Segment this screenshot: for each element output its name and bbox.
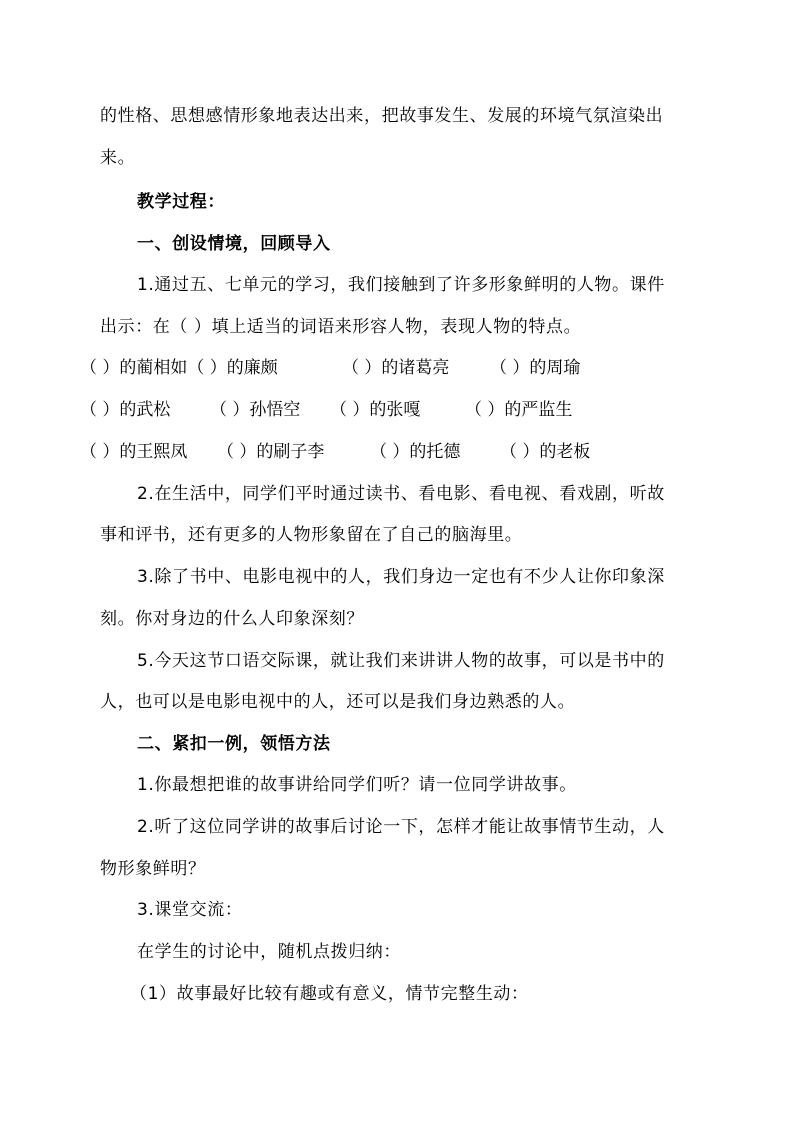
part2-item2-line2: 物形象鲜明？ [100,859,206,879]
fill-blank: （ ）孙悟空 [210,400,301,420]
part2-heading: 二、紧扣一例，领悟方法 [137,734,331,754]
fill-blank: （ ）的张嘎 [330,400,421,420]
fill-blank: （ ）的刷子李 [217,442,325,462]
fill-blank: （ ）的老板 [500,442,591,462]
part1-item5-line1: 5.今天这节口语交际课，就让我们来讲讲人物的故事，可以是书中的 [137,651,665,671]
part2-item3: 3.课堂交流： [137,900,243,920]
part2-item1: 1.你最想把谁的故事讲给同学们听？请一位同学讲故事。 [137,775,577,795]
part1-item1-line2: 出示：在（ ）填上适当的词语来形容人物，表现人物的特点。 [100,317,582,337]
part1-heading: 一、创设情境，回顾导入 [137,234,331,254]
fill-blank: （ ）的诸葛亮 [342,358,450,378]
intro-line-2: 来。 [100,148,136,168]
part2-item2-line1: 2.听了这位同学讲的故事后讨论一下，怎样才能让故事情节生动，人 [137,817,665,837]
section-heading: 教学过程： [137,192,225,212]
fill-blank: （ ）的托德 [370,442,461,462]
part1-item5-line2: 人，也可以是电影电视中的人，还可以是我们身边熟悉的人。 [100,692,576,712]
part1-item3-line1: 3.除了书中、电影电视中的人，我们身边一定也有不少人让你印象深 [137,567,665,587]
part1-item2-line1: 2.在生活中，同学们平时通过读书、看电影、看电视、看戏剧，听故 [137,484,665,504]
part1-item3-line2: 刻。你对身边的什么人印象深刻？ [100,609,364,629]
fill-blank: （ ）的严监生 [465,400,573,420]
part1-item1-line1: 1.通过五、七单元的学习，我们接触到了许多形象鲜明的人物。课件 [137,275,665,295]
fill-blank: （ ）的蔺相如（ ）的廉颇 [80,358,278,378]
part2-summary: 在学生的讨论中，随机点拨归纳： [137,942,401,962]
part1-item2-line2: 事和评书，还有更多的人物形象留在了自己的脑海里。 [100,525,523,545]
fill-blank: （ ）的王熙凤 [80,442,188,462]
fill-blank: （ ）的周瑜 [490,358,581,378]
part2-point1: （1）故事最好比较有趣或有意义，情节完整生动： [130,984,529,1004]
intro-line-1: 的性格、思想感情形象地表达出来，把故事发生、发展的环境气氛渲染出 [100,106,664,126]
fill-blank: （ ）的武松 [80,400,171,420]
